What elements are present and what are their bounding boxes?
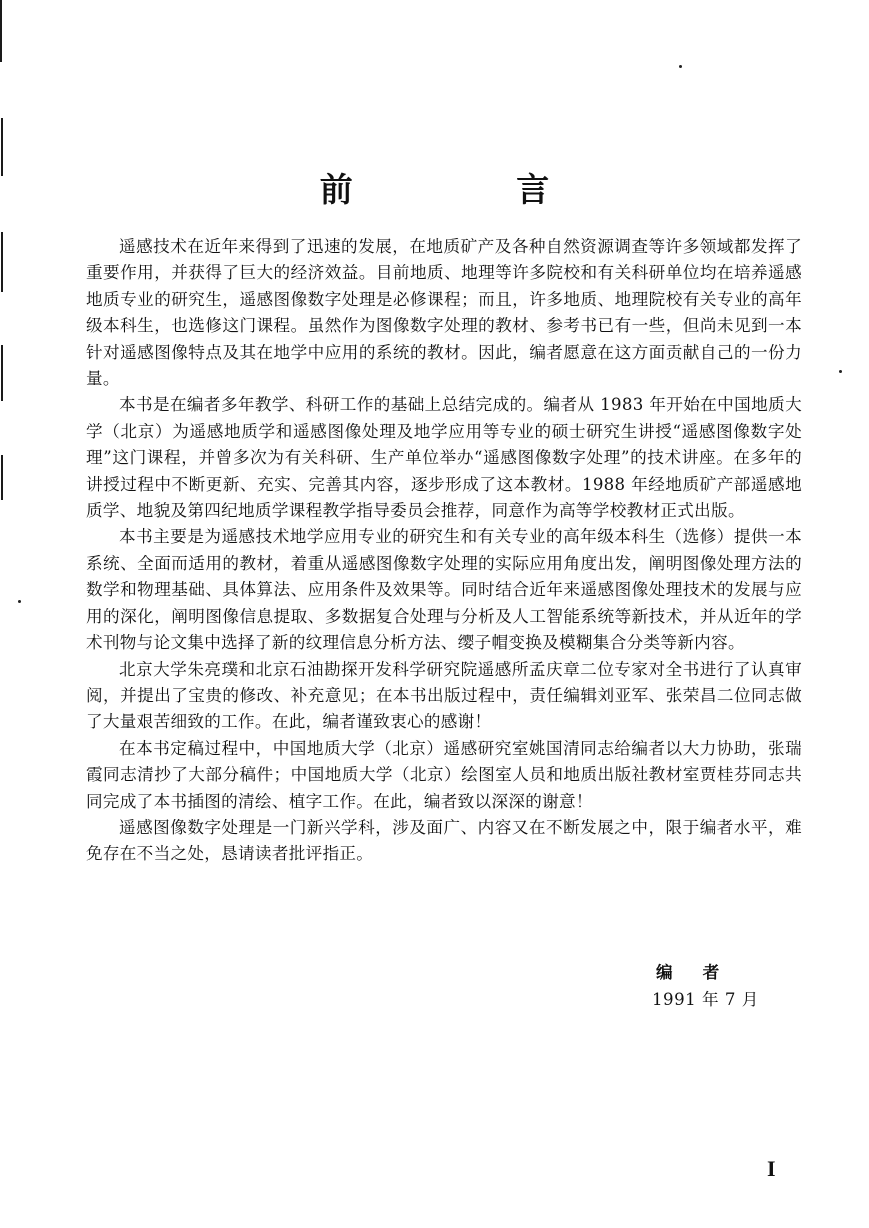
- signature-author: 编者: [656, 962, 750, 982]
- scan-speck: [18, 600, 21, 603]
- paragraph: 本书是在编者多年教学、科研工作的基础上总结完成的。编者从 1983 年开始在中国地质大学（北京）为遥感地质学和遥感图像处理及地学应用等专业的硕士研究生讲授“遥感图像数字处理”这门课程，并曾多次为有关科研、生产单位举办“遥感图像数字处理”的技术讲座。在多年的讲授过程中不断更新、充实、完善其内容，逐步形成了这本教材。1988 年经地质矿产部遥感地质学、地貌及第四纪地质学课程教学指导委员会推荐，同意作为高等学校教材正式出版。: [86, 395, 802, 521]
- scan-edge-mark: [1, 118, 3, 176]
- preface-body: [86, 234, 802, 868]
- paragraph: 本书主要是为遥感技术地学应用专业的研究生和有关专业的高年级本科生（选修）提供一本系统、全面而适用的教材，着重从遥感图像数字处理的实际应用角度出发，阐明图像处理方法的数学和物理基础、具体算法、应用条件及效果等。同时结合近年来遥感图像处理技术的发展与应用的深化，阐明图像信息提取、多数据复合处理与分析及人工智能系统等新技术，并从近年的学术刊物与论文集中选择了新的纹理信息分析方法、缨子帽变换及模糊集合分类等新内容。: [86, 527, 802, 653]
- scan-edge-mark: [0, 0, 2, 62]
- scan-speck: [839, 370, 842, 373]
- scan-edge-mark: [1, 455, 3, 500]
- paragraph: 北京大学朱亮璞和北京石油勘探开发科学研究院遥感所孟庆章二位专家对全书进行了认真审阅，并提出了宝贵的修改、补充意见；在本书出版过程中，责任编辑刘亚军、张荣昌二位同志做了大量艰苦细致的工作。在此，编者谨致衷心的感谢！: [86, 659, 802, 732]
- scan-edge-mark: [1, 232, 3, 292]
- signature-block: [652, 958, 762, 1014]
- scan-edge-mark: [1, 345, 3, 401]
- signature-date: 1991 年 7 月: [652, 990, 759, 1009]
- page-title: 前 言: [319, 170, 626, 209]
- paragraph: 在本书定稿过程中，中国地质大学（北京）遥感研究室姚国清同志给编者以大力协助，张瑞霞同志清抄了大部分稿件；中国地质大学（北京）绘图室人员和地质出版社教材室贾桂芬同志共同完成了本书插图的清绘、植字工作。在此，编者致以深深的谢意！: [86, 738, 802, 811]
- scan-speck: [679, 65, 682, 68]
- page-number: I: [767, 1156, 776, 1181]
- paragraph: 遥感图像数字处理是一门新兴学科，涉及面广、内容又在不断发展之中，限于编者水平，难免存在不当之处，恳请读者批评指正。: [86, 817, 802, 864]
- paragraph: 遥感技术在近年来得到了迅速的发展，在地质矿产及各种自然资源调查等许多领域都发挥了重要作用，并获得了巨大的经济效益。目前地质、地理等许多院校和有关科研单位均在培养遥感地质专业的研究生，遥感图像数字处理是必修课程；而且，许多地质、地理院校有关专业的高年级本科生，也选修这门课程。虽然作为图像数字处理的教材、参考书已有一些，但尚未见到一本针对遥感图像特点及其在地学中应用的系统的教材。因此，编者愿意在这方面贡献自己的一份力量。: [86, 237, 802, 389]
